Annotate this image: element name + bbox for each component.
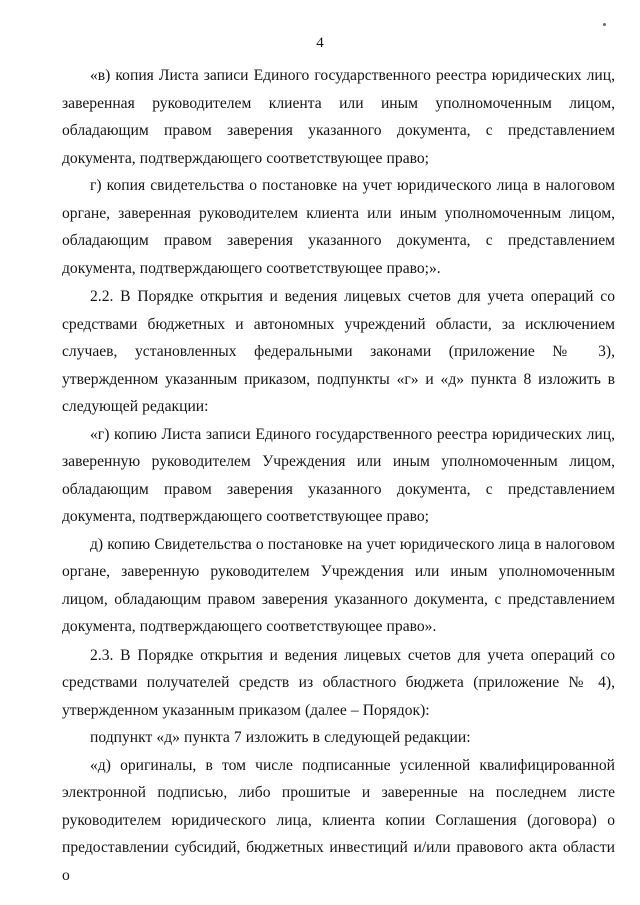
paragraph-subclause-d-intro: подпункт «д» пункта 7 изложить в следующей редакции: xyxy=(90,729,471,746)
paragraph-clause-v: «в) копия Листа записи Единого государственного реестра юридических лиц, заверенная руководителем клиента или иным уполномоченным лицом, обладающим правом заверения указанного документа, с представлением документа, подтверждающего соответствующее право; xyxy=(62,67,615,167)
paragraph-subclause-d-text: «д) оригиналы, в том числе подписанные усиленной квалифицированной электронной подписью, либо прошитые и заверенные на последнем листе руководителем юридического лица, клиента копии Соглашения (договора) о предоставлении субсидий, бюджетных инвестиций и/или правового акта области о xyxy=(62,756,615,884)
paragraph-section-2-3: 2.3. В Порядке открытия и ведения лицевых счетов для учета операций со средствами получателей средств из областного бюджета (приложение № 4), утвержденном указанным приказом (далее – Порядок): xyxy=(62,646,615,719)
document-body xyxy=(62,62,615,889)
paragraph-section-2-2: 2.2. В Порядке открытия и ведения лицевых счетов для учета операций со средствами бюджетных и автономных учреждений области, за исключением случаев, установленных федеральными законами (приложение № 3), утвержденном указанным приказом, подпункты «г» и «д» пункта 8 изложить в следующей редакции: xyxy=(62,288,615,415)
paragraph-clause-g-new: «г) копию Листа записи Единого государственного реестра юридических лиц, заверенную руководителем Учреждения или иным уполномоченным лицом, обладающим правом заверения указанного документа, с представлением документа, подтверждающего соответствующее право; xyxy=(62,425,615,525)
paragraph-clause-g: г) копия свидетельства о постановке на учет юридического лица в налоговом органе, заверенная руководителем клиента или иным уполномоченным лицом, обладающим правом заверения указанного документа, с представлением документа, подтверждающего соответствующее право;». xyxy=(62,177,615,277)
scan-artifact-dot xyxy=(603,23,606,26)
page-number: 4 xyxy=(316,35,324,51)
paragraph-clause-d-new: д) копию Свидетельства о постановке на учет юридического лица в налоговом органе, заверенную руководителем Учреждения или иным уполномоченным лицом, обладающим правом заверения указанного документа, с представлением документа, подтверждающего соответствующее право». xyxy=(62,535,615,635)
